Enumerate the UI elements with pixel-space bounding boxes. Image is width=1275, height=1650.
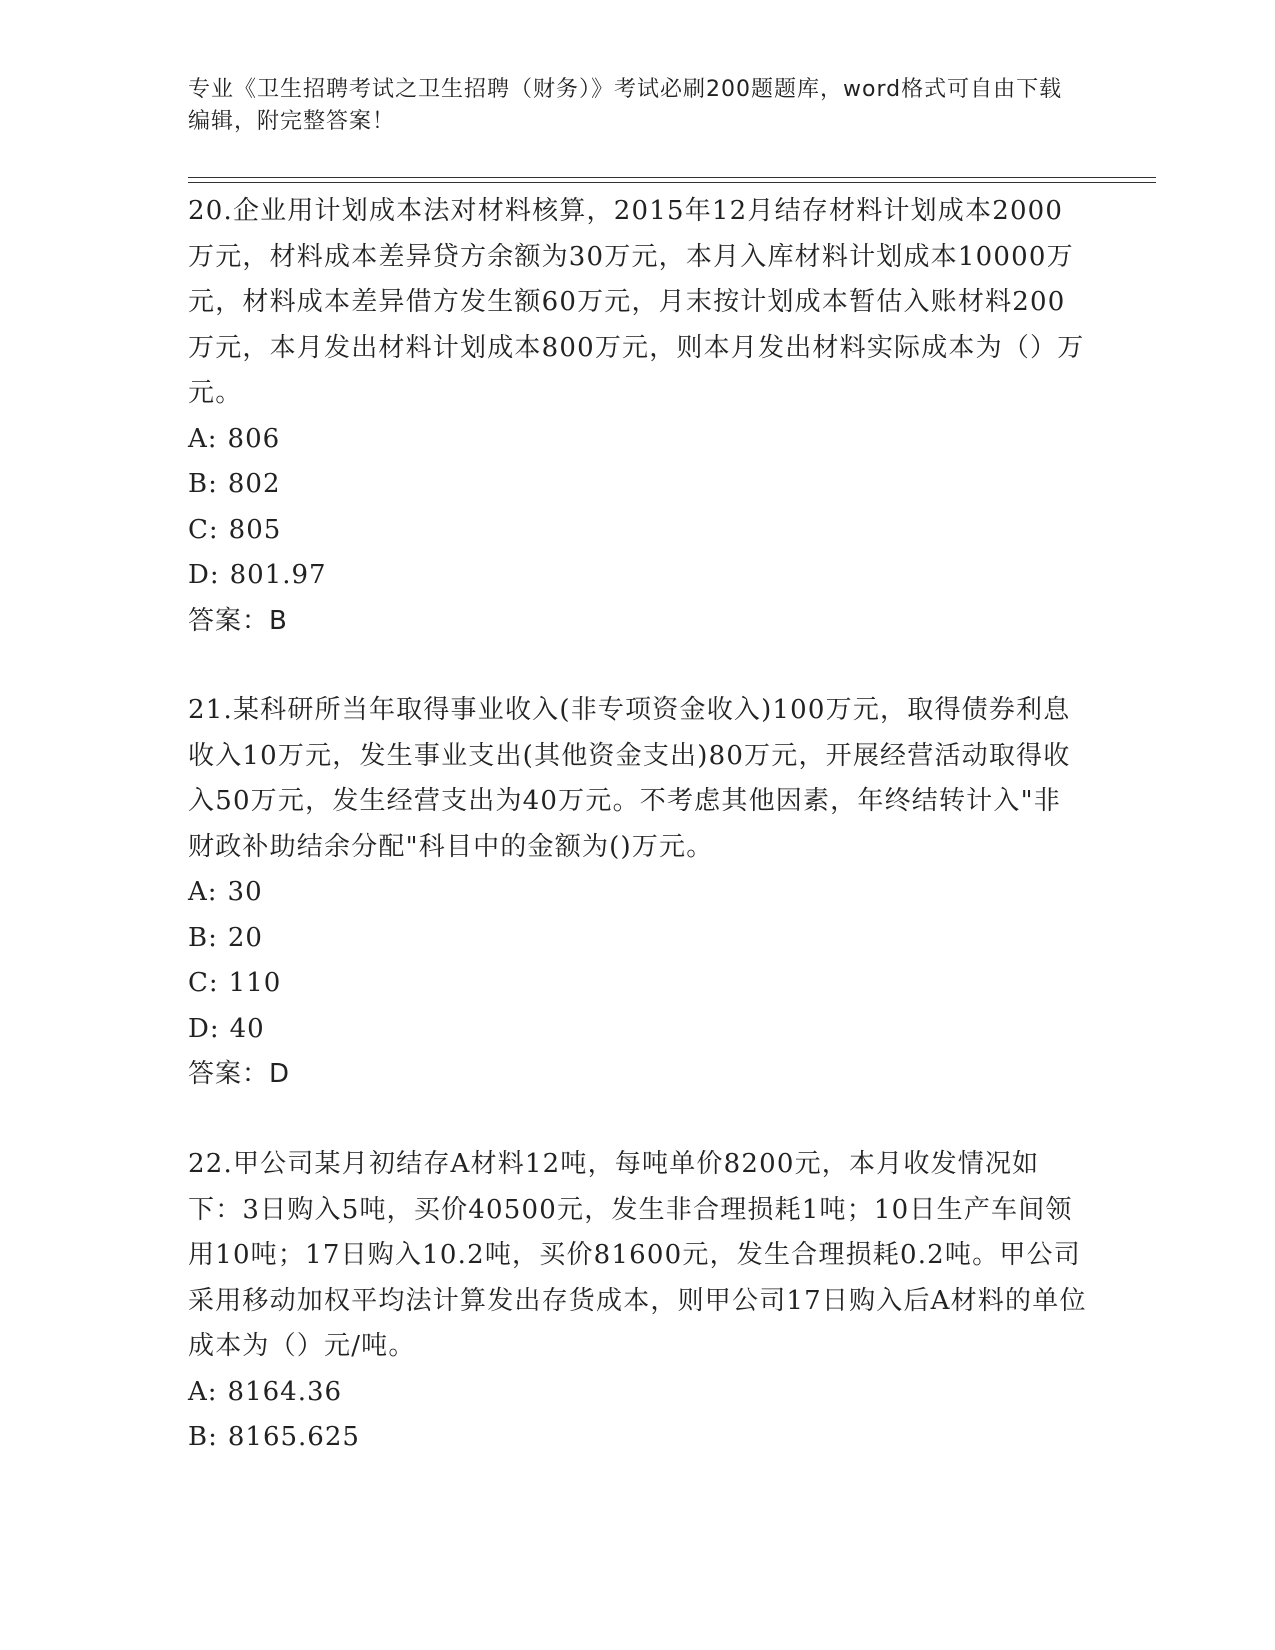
option-letter: D: — [188, 560, 220, 590]
option-value: 30 — [227, 877, 263, 907]
option-letter: A: — [188, 1376, 218, 1407]
option-letter: B: — [188, 922, 218, 953]
option-a — [188, 1370, 1088, 1416]
question-text: 20.企业用计划成本法对材料核算，2015年12月结存材料计划成本2000万元，材料成本差异贷方余额为30万元，本月入库材料计划成本10000万元，材料成本差异借方发生额60万元，月末按计划成本暂估入账材料200万元，本月发出材料计划成本800万元，则本月发出材料实际成本为（）万元。 — [188, 196, 1085, 408]
option-b — [188, 1415, 1088, 1461]
option-value: 8165.625 — [227, 1422, 360, 1452]
option-value: 20 — [227, 922, 263, 953]
option-value: 805 — [228, 514, 282, 545]
option-letter: C: — [188, 968, 219, 998]
option-value: 8164.36 — [227, 1376, 343, 1407]
option-value: 801.97 — [229, 560, 327, 590]
option-value: 802 — [227, 469, 281, 499]
question-20 — [188, 189, 1088, 644]
option-b — [188, 916, 1088, 962]
option-a — [188, 870, 1088, 916]
option-letter: B: — [188, 469, 218, 499]
option-d — [188, 1007, 1088, 1053]
question-21 — [188, 688, 1088, 1098]
question-text: 22.甲公司某月初结存A材料12吨，每吨单价8200元，本月收发情况如下：3日购入5吨，买价40500元，发生非合理损耗1吨；10日生产车间领用10吨；17日购入10.2吨，买价81600元，发生合理损耗0.2吨。甲公司采用移动加权平均法计算发出存货成本，则甲公司17日购入后A材料的单位成本为（）元/吨。 — [188, 1149, 1087, 1361]
option-c — [188, 508, 1088, 554]
document-header: 专业《卫生招聘考试之卫生招聘（财务）》考试必刷200题题库，word格式可自由下载编辑，附完整答案！ — [188, 77, 1063, 134]
answer-line: 答案：D — [188, 1059, 291, 1089]
option-c — [188, 961, 1088, 1007]
question-22 — [188, 1142, 1088, 1461]
option-value: 806 — [227, 423, 281, 454]
answer-line: 答案：B — [188, 605, 288, 636]
header-divider-top — [188, 177, 1156, 178]
option-a — [188, 417, 1088, 463]
option-letter: A: — [188, 877, 218, 907]
option-b — [188, 462, 1088, 508]
option-value: 40 — [229, 1013, 265, 1044]
option-d — [188, 553, 1088, 599]
option-letter: C: — [188, 514, 219, 545]
option-value: 110 — [228, 968, 282, 998]
header-divider-bottom — [188, 182, 1156, 183]
option-letter: A: — [188, 423, 218, 454]
option-letter: B: — [188, 1422, 218, 1452]
question-text: 21.某科研所当年取得事业收入(非专项资金收入)100万元，取得债券利息收入10万元，发生事业支出(其他资金支出)80万元，开展经营活动取得收入50万元，发生经营支出为40万元。不考虑其他因素，年终结转计入"非财政补助结余分配"科目中的金额为()万元。 — [188, 695, 1071, 862]
option-letter: D: — [188, 1013, 220, 1044]
